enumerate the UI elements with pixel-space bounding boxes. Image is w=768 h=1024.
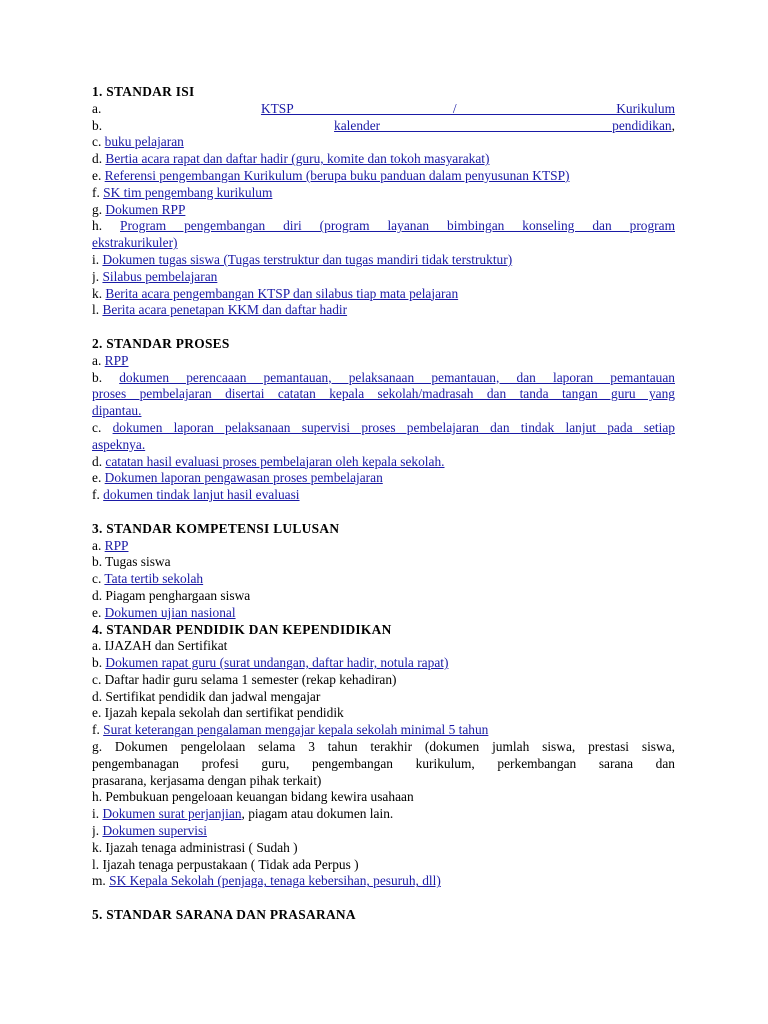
item-text: Dokumen pengelolaan selama 3 tahun terakhir (dokumen jumlah siswa, prestasi siswa,: [114, 739, 675, 755]
sk-kepala-sekolah-link[interactable]: SK Kepala Sekolah (penjaga, tenaga kebersihan, pesuruh, dll): [109, 873, 441, 889]
item-marker: i.: [92, 251, 100, 267]
list-item: [92, 185, 675, 202]
item-marker: c.: [92, 571, 102, 587]
list-item: [92, 487, 675, 504]
document-body: [92, 84, 675, 924]
referensi-kurikulum-link[interactable]: Referensi pengembangan Kurikulum (berupa buku panduan dalam penyusunan KTSP): [104, 167, 570, 183]
item-marker: f.: [92, 487, 100, 503]
list-item-continuation: [92, 403, 675, 420]
item-tail-text: , piagam atau dokumen lain.: [241, 806, 394, 822]
list-item: [92, 218, 675, 235]
list-item-continuation: [92, 235, 675, 252]
list-item: [92, 789, 675, 806]
tindak-lanjut-evaluasi-link[interactable]: dokumen tindak lanjut hasil evaluasi: [103, 487, 300, 503]
item-marker: a.: [92, 100, 102, 116]
item-marker: j.: [92, 823, 100, 839]
berita-acara-ktsp-link[interactable]: Berita acara pengembangan KTSP dan silabus tiap mata pelajaran: [105, 285, 459, 301]
item-marker: e.: [92, 470, 102, 486]
section-heading: 5. STANDAR SARANA DAN PRASARANA: [92, 907, 356, 923]
rpp-link[interactable]: RPP: [104, 537, 129, 553]
list-item-continuation: [92, 773, 675, 790]
item-text: Sertifikat pendidik dan jadwal mengajar: [105, 688, 321, 704]
item-marker: k.: [92, 839, 103, 855]
list-item: [92, 873, 675, 890]
section-spacer: [92, 504, 675, 521]
item-marker: d.: [92, 453, 103, 469]
item-text: Ijazah tenaga perpustakaan ( Tidak ada Perpus ): [102, 856, 359, 872]
tata-tertib-link[interactable]: Tata tertib sekolah: [104, 571, 204, 587]
dokumen-rapat-guru-link[interactable]: Dokumen rapat guru (surat undangan, daftar hadir, notula rapat): [105, 655, 449, 671]
item-marker: b.: [92, 369, 103, 385]
item-text-end: prasarana, kerjasama dengan pihak terkait): [92, 772, 322, 788]
ktsp-kurikulum-link[interactable]: KTSP / Kurikulum: [260, 100, 675, 116]
list-item: [92, 151, 675, 168]
item-text: IJAZAH dan Sertifikat: [104, 638, 228, 654]
dokumen-pemantauan-link-end[interactable]: dipantau.: [92, 403, 142, 419]
section-heading: 1. STANDAR ISI: [92, 84, 195, 99]
list-item: [92, 101, 675, 118]
item-marker: e.: [92, 167, 102, 183]
program-pengembangan-diri-link[interactable]: Program pengembangan diri (program layanan bimbingan konseling dan program: [120, 218, 675, 234]
list-item: [92, 571, 675, 588]
item-marker: d.: [92, 587, 103, 603]
list-item: [92, 454, 675, 471]
item-marker: d.: [92, 688, 103, 704]
list-item-continuation: [92, 386, 675, 403]
laporan-supervisi-link[interactable]: dokumen laporan pelaksanaan supervisi proses pembelajaran dan tindak lanjut pada setiap: [112, 419, 675, 435]
dokumen-surat-perjanjian-link[interactable]: Dokumen surat perjanjian: [102, 806, 242, 822]
silabus-pembelajaran-link[interactable]: Silabus pembelajaran: [102, 268, 218, 284]
item-marker: f.: [92, 722, 100, 738]
dokumen-ujian-link[interactable]: Dokumen ujian nasional: [104, 604, 236, 620]
list-item: [92, 554, 675, 571]
berita-acara-rapat-link[interactable]: Bertia acara rapat dan daftar hadir (guru, komite dan tokoh masyarakat): [105, 151, 490, 167]
section-heading: 2. STANDAR PROSES: [92, 335, 230, 351]
item-text: Ijazah tenaga administrasi ( Sudah ): [105, 839, 298, 855]
kalender-pendidikan-link[interactable]: kalender pendidikan: [334, 117, 672, 133]
list-item: [92, 689, 675, 706]
list-item: [92, 655, 675, 672]
item-text: Daftar hadir guru selama 1 semester (rekap kehadiran): [104, 671, 397, 687]
item-text: Ijazah kepala sekolah dan sertifikat pendidik: [104, 705, 344, 721]
list-item: [92, 739, 675, 756]
list-item: [92, 538, 675, 555]
item-marker: k.: [92, 285, 103, 301]
item-marker: a.: [92, 352, 102, 368]
list-item: [92, 202, 675, 219]
item-marker: h.: [92, 789, 103, 805]
list-item: [92, 118, 675, 135]
list-item: [92, 134, 675, 151]
list-item: [92, 168, 675, 185]
section-spacer: [92, 319, 675, 336]
item-marker: c.: [92, 419, 102, 435]
laporan-pengawasan-link[interactable]: Dokumen laporan pengawasan proses pembelajaran: [104, 470, 383, 486]
item-marker: c.: [92, 671, 102, 687]
item-marker: d.: [92, 151, 103, 167]
list-item: [92, 840, 675, 857]
item-marker: l.: [92, 302, 100, 318]
item-marker: a.: [92, 638, 102, 654]
item-marker: j.: [92, 268, 100, 284]
item-marker: e.: [92, 604, 102, 620]
dokumen-pemantauan-link[interactable]: dokumen perencaaan pemantauan, pelaksanaan pemantauan, dan laporan pemantauan: [119, 369, 675, 385]
item-marker: a.: [92, 537, 102, 553]
sk-tim-pengembang-link[interactable]: SK tim pengembang kurikulum: [103, 184, 273, 200]
list-item-continuation: [92, 756, 675, 773]
buku-pelajaran-link[interactable]: buku pelajaran: [104, 134, 184, 150]
section-heading: 3. STANDAR KOMPETENSI LULUSAN: [92, 520, 340, 536]
laporan-supervisi-link-cont[interactable]: aspeknya.: [92, 436, 146, 452]
berita-acara-kkm-link[interactable]: Berita acara penetapan KKM dan daftar hadir: [102, 302, 348, 318]
item-marker: b.: [92, 117, 103, 133]
item-text: Piagam penghargaan siswa: [105, 587, 251, 603]
item-tail-text: ,: [671, 117, 675, 133]
list-item: [92, 370, 675, 387]
dokumen-tugas-siswa-link[interactable]: Dokumen tugas siswa (Tugas terstruktur dan tugas mandiri tidak terstruktur): [102, 251, 513, 267]
item-marker: b.: [92, 554, 103, 570]
list-item: [92, 857, 675, 874]
list-item: [92, 722, 675, 739]
program-pengembangan-diri-link-cont[interactable]: ekstrakurikuler): [92, 235, 178, 251]
list-item: [92, 705, 675, 722]
item-text: Pembukuan pengeloaan keuangan bidang kewira usahaan: [105, 789, 414, 805]
list-item: [92, 353, 675, 370]
list-item: [92, 252, 675, 269]
item-marker: c.: [92, 134, 102, 150]
dokumen-supervisi-link[interactable]: Dokumen supervisi: [102, 823, 207, 839]
list-item: [92, 806, 675, 823]
item-marker: g.: [92, 739, 103, 755]
section-spacer: [92, 890, 675, 907]
item-marker: l.: [92, 856, 100, 872]
list-item: [92, 302, 675, 319]
list-item: [92, 420, 675, 437]
catatan-evaluasi-link[interactable]: catatan hasil evaluasi proses pembelajaran oleh kepala sekolah.: [105, 453, 445, 469]
item-text-cont: pengembanagan profesi guru, pengembangan kurikulum, perkembangan sarana dan: [92, 755, 675, 771]
list-item: [92, 470, 675, 487]
list-item: [92, 588, 675, 605]
item-marker: m.: [92, 873, 106, 889]
item-marker: i.: [92, 806, 100, 822]
list-item: [92, 823, 675, 840]
list-item-continuation: [92, 437, 675, 454]
item-marker: f.: [92, 184, 100, 200]
item-marker: b.: [92, 655, 103, 671]
item-text: Tugas siswa: [105, 554, 171, 570]
list-item: [92, 638, 675, 655]
item-marker: h.: [92, 218, 103, 234]
item-marker: e.: [92, 705, 102, 721]
list-item: [92, 672, 675, 689]
dokumen-pemantauan-link-cont[interactable]: proses pembelajaran disertai catatan kepala sekolah/madrasah dan tanda tangan guru yang: [92, 386, 675, 402]
list-item: [92, 286, 675, 303]
list-item: [92, 269, 675, 286]
item-marker: g.: [92, 201, 103, 217]
dokumen-rpp-link[interactable]: Dokumen RPP: [105, 201, 186, 217]
rpp-link[interactable]: RPP: [104, 352, 129, 368]
list-item: [92, 605, 675, 622]
surat-keterangan-link[interactable]: Surat keterangan pengalaman mengajar kepala sekolah minimal 5 tahun: [103, 722, 489, 738]
section-heading: 4. STANDAR PENDIDIK DAN KEPENDIDIKAN: [92, 621, 392, 637]
